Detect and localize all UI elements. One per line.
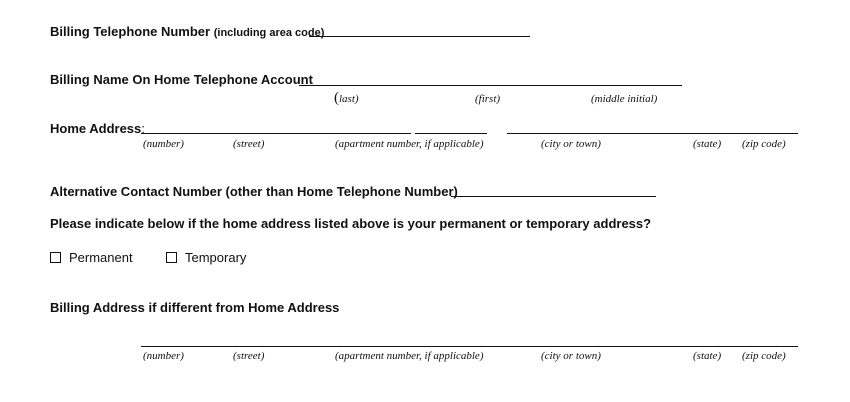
billing-address-caption-number: (number)	[143, 350, 184, 362]
home-address-caption-number: (number)	[143, 138, 184, 150]
home-address-caption-street: (street)	[233, 138, 265, 150]
address-type-question: Please indicate below if the home address listed above is your permanent or temporary address?	[50, 216, 652, 231]
billing-phone-qualifier: (including area code)	[213, 27, 325, 39]
billing-name-caption-first: (first)	[475, 93, 501, 105]
home-address-city-state-zip-field[interactable]	[507, 133, 798, 134]
billing-phone-label	[50, 24, 324, 39]
home-address-caption-zip: (zip code)	[742, 138, 786, 150]
billing-address-caption-zip: (zip code)	[742, 350, 786, 362]
billing-address-label: Billing Address if different from Home Address	[50, 300, 340, 315]
home-address-label-text: Home Address	[50, 121, 142, 136]
billing-address-caption-apartment: (apartment number, if applicable)	[335, 350, 484, 362]
home-address-apartment-field[interactable]	[415, 133, 487, 134]
billing-phone-field[interactable]	[309, 36, 530, 37]
home-address-colon: :	[141, 121, 145, 136]
billing-address-caption-city: (city or town)	[541, 350, 601, 362]
home-address-caption-city: (city or town)	[541, 138, 601, 150]
permanent-checkbox[interactable]	[50, 252, 61, 263]
billing-address-field[interactable]	[141, 346, 798, 347]
billing-name-caption-last	[334, 89, 359, 107]
temporary-option[interactable]	[166, 250, 246, 265]
billing-name-field[interactable]	[299, 85, 682, 86]
temporary-label: Temporary	[185, 250, 247, 265]
billing-name-label: Billing Name On Home Telephone Account	[50, 72, 313, 87]
billing-address-caption-state: (state)	[693, 350, 722, 362]
caption-open-paren: (	[334, 90, 339, 106]
home-address-caption-apartment: (apartment number, if applicable)	[335, 138, 484, 150]
home-address-street-field[interactable]	[141, 133, 411, 134]
temporary-checkbox[interactable]	[166, 252, 177, 263]
permanent-label: Permanent	[69, 250, 133, 265]
billing-name-caption-middle: (middle initial)	[591, 93, 658, 105]
billing-address-caption-street: (street)	[233, 350, 265, 362]
home-address-label	[50, 121, 145, 136]
alt-contact-field[interactable]	[451, 196, 656, 197]
permanent-option[interactable]	[50, 250, 133, 265]
billing-phone-label-text: Billing Telephone Number	[50, 24, 211, 39]
alt-contact-label: Alternative Contact Number (other than Home Telephone Number)	[50, 184, 458, 199]
home-address-caption-state: (state)	[693, 138, 722, 150]
caption-last-text: last)	[339, 93, 359, 105]
